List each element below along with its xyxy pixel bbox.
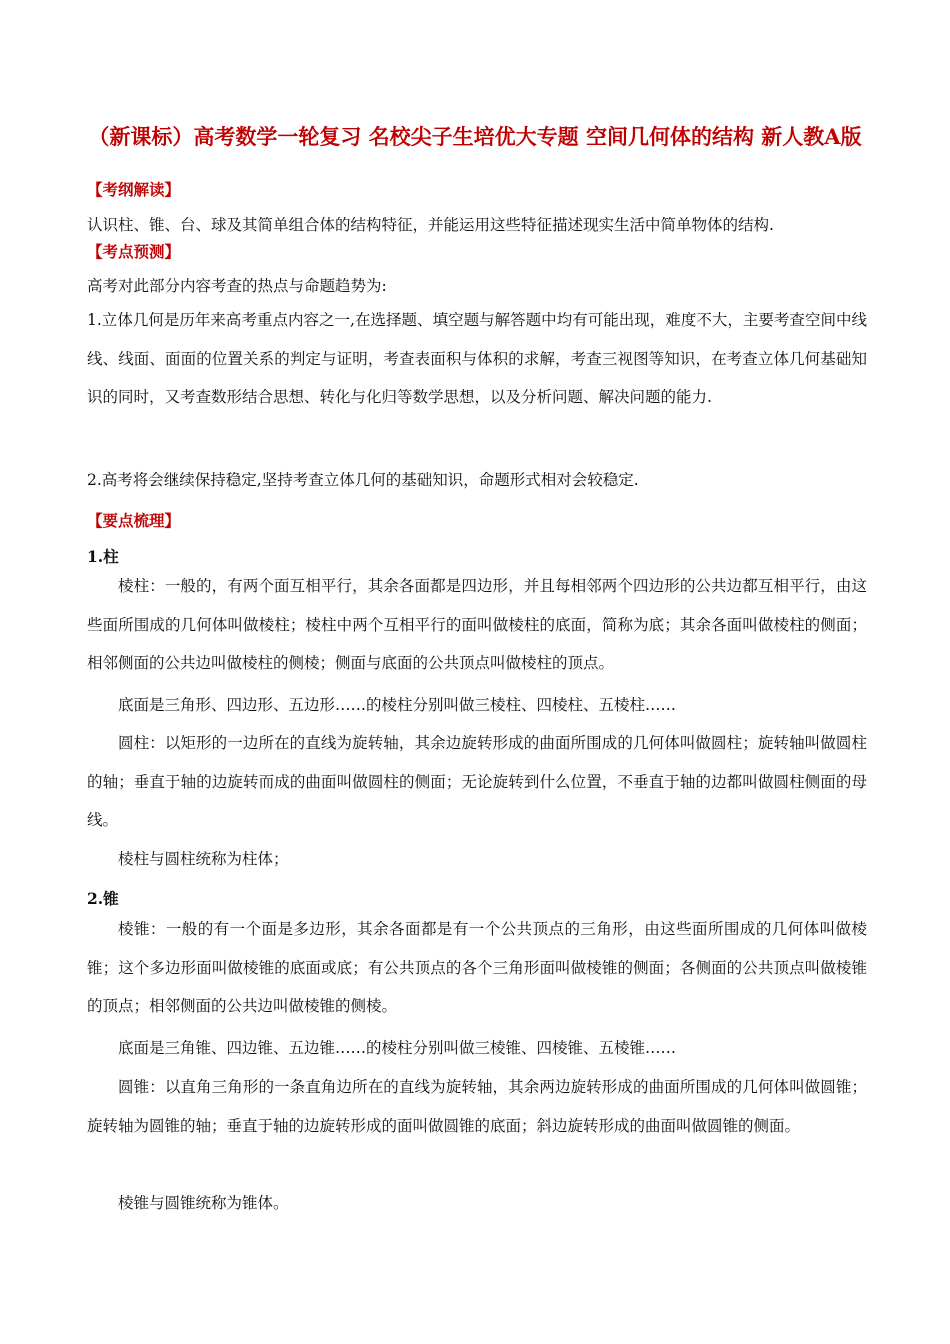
zhui-paragraph-3: 圆锥：以直角三角形的一条直角边所在的直线为旋转轴，其余两边旋转形成的曲面所围成的几何体叫做圆锥；旋转轴为圆锥的轴；垂直于轴的边旋转形成的面叫做圆锥的底面；斜边旋转形成的曲面叫做圆锥的侧面。 — [87, 1078, 867, 1135]
zhu-paragraph-1: 棱柱：一般的，有两个面互相平行，其余各面都是四边形，并且每相邻两个四边形的公共边都互相平行，由这些面所围成的几何体叫做棱柱；棱柱中两个互相平行的面叫做棱柱的底面，简称为底；其余各面叫做棱柱的侧面；相邻侧面的公共边叫做棱柱的侧棱；侧面与底面的公共顶点叫做棱柱的顶点。 — [87, 577, 867, 672]
section-heading-yaodian: 【要点梳理】 — [87, 511, 181, 530]
zhu-paragraph-2: 底面是三角形、四边形、五边形……的棱柱分别叫做三棱柱、四棱柱、五棱柱…… — [118, 696, 677, 714]
zhu-paragraph-3: 圆柱：以矩形的一边所在的直线为旋转轴，其余边旋转形成的曲面所围成的几何体叫做圆柱；旋转轴叫做圆柱的轴；垂直于轴的边旋转而成的曲面叫做圆柱的侧面；无论旋转到什么位置，不垂直于轴的边都叫做圆柱侧面的母线。 — [87, 734, 867, 829]
section-heading-kaogang: 【考纲解读】 — [87, 180, 181, 199]
kaodian-intro: 高考对此部分内容考查的热点与命题趋势为: — [87, 277, 387, 295]
zhui-paragraph-1: 棱锥：一般的有一个面是多边形，其余各面都是有一个公共顶点的三角形，由这些面所围成的几何体叫做棱锥；这个多边形面叫做棱锥的底面或底；有公共顶点的各个三角形面叫做棱锥的侧面；各侧面的公共顶点叫做棱锥的顶点；相邻侧面的公共边叫做棱锥的侧棱。 — [87, 920, 867, 1015]
zhui-paragraph-2: 底面是三角锥、四边锥、五边锥……的棱柱分别叫做三棱锥、四棱锥、五棱锥…… — [118, 1039, 677, 1057]
subheading-zhui: 2.锥 — [87, 889, 119, 908]
document-title: （新课标）高考数学一轮复习 名校尖子生培优大专题 空间几何体的结构 新人教A版 — [88, 124, 862, 149]
kaodian-item-2: 2.高考将会继续保持稳定,坚持考查立体几何的基础知识，命题形式相对会较稳定. — [87, 471, 639, 489]
kaogang-text: 认识柱、锥、台、球及其简单组合体的结构特征，并能运用这些特征描述现实生活中简单物体的结构. — [87, 216, 774, 234]
subheading-zhu: 1.柱 — [87, 547, 119, 566]
zhu-paragraph-4: 棱柱与圆柱统称为柱体； — [118, 850, 289, 868]
zhui-paragraph-4: 棱锥与圆锥统称为锥体。 — [118, 1194, 289, 1212]
section-heading-kaodian: 【考点预测】 — [87, 242, 181, 261]
kaodian-item-1: 1.立体几何是历年来高考重点内容之一,在选择题、填空题与解答题中均有可能出现，难度不大，主要考查空间中线线、线面、面面的位置关系的判定与证明，考查表面积与体积的求解，考查三视图等知识，在考查立体几何基础知识的同时，又考查数形结合思想、转化与化归等数学思想，以及分析问题、解决问题的能力. — [87, 311, 867, 406]
